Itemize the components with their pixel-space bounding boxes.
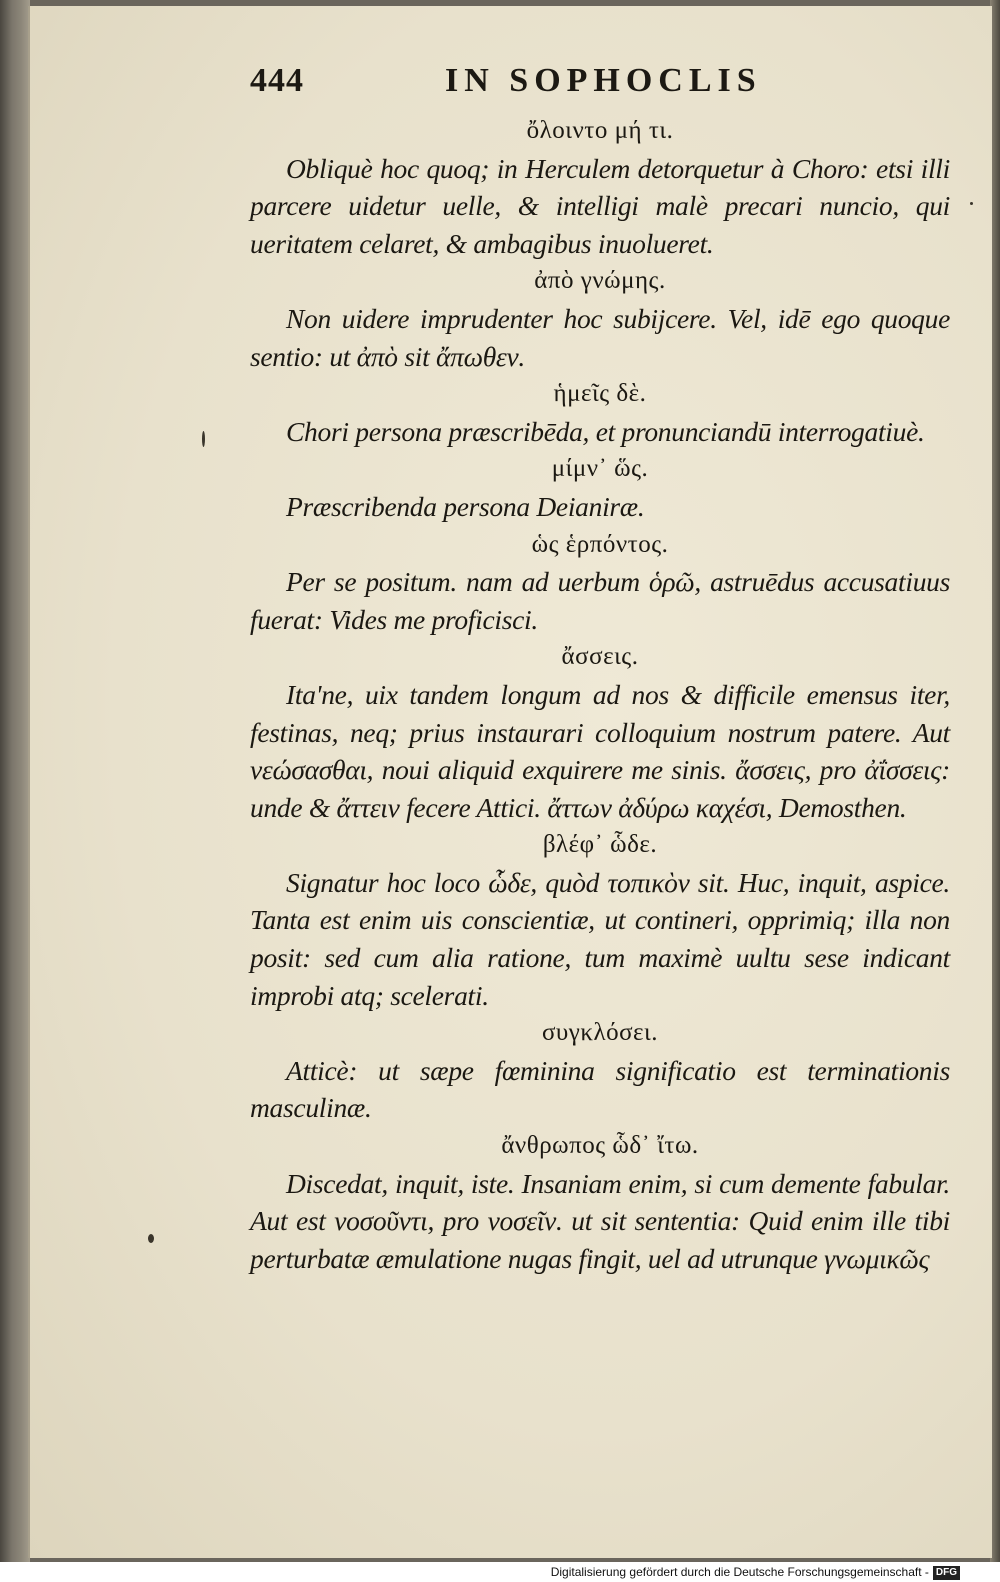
commentary-paragraph: Signatur hoc loco ὧδε, quòd τοπικὸν sit. Huc, inquit, aspice. Tanta est enim uis conscientiæ, ut contineri, opprimiq; illa non posit: sed cum alia ratione, tum maximè uultu sese indicant improbi atq; scelerati. (250, 866, 950, 1011)
page-header (250, 62, 950, 106)
greek-lemma: ἄνθρωπος ὧδ᾽ ἴτω. (501, 1132, 699, 1160)
commentary-paragraph: Præscribenda persona Deianiræ. (286, 490, 645, 522)
greek-lemma: ἀπὸ γνώμης. (534, 267, 666, 295)
digitization-credit (551, 1563, 960, 1581)
text-body (250, 112, 950, 1277)
greek-lemma: ἡμεῖς δὲ. (553, 380, 647, 408)
commentary-paragraph: Atticè: ut sæpe fœminina significatio est terminationis masculinæ. (250, 1054, 950, 1124)
commentary-paragraph: Non uidere imprudenter hoc subijcere. Vel, idē ego quoque sentio: ut ἀπὸ sit ἄπωθεν. (250, 302, 950, 372)
greek-lemma: συγκλόσει. (541, 1019, 659, 1047)
greek-lemma: ὡς ἑρπόντος. (531, 530, 669, 558)
ink-mark (202, 431, 205, 447)
greek-lemma: βλέφ᾽ ὧδε. (542, 831, 658, 859)
dfg-logo: DFG (933, 1566, 960, 1580)
commentary-paragraph: Chori persona præscribēda, et pronunciandū interrogatiuè. (286, 415, 925, 447)
commentary-paragraph: Obliquè hoc quoq; in Herculem detorquetur à Choro: etsi illi parcere uidetur uelle, & intelligi malè precari nuncio, qui ueritatem celaret, & ambagibus inuolueret. (250, 152, 950, 259)
commentary-paragraph: Per se positum. nam ad uerbum ὁρῶ, astruēdus accusatiuus fuerat: Vides me proficisci. (250, 566, 950, 635)
running-title: IN SOPHOCLIS (445, 62, 762, 99)
page-number: 444 (250, 62, 304, 99)
book-spine-shadow (0, 0, 30, 1562)
greek-lemma: ἄσσεις. (561, 643, 639, 671)
ink-mark (148, 1234, 154, 1243)
commentary-paragraph: Discedat, inquit, iste. Insaniam enim, si cum demente fabular. Aut est νοσοῦντι, pro νοσεῖν. ut sit sententia: Quid enim ille tibi perturbatæ æmulatione nugas fingit, uel ad utrunque γνωμικῶς (250, 1167, 950, 1274)
greek-lemma: ὄλοιντο μή τι. (526, 117, 674, 144)
commentary-paragraph: Ita'ne, uix tandem longum ad nos & difficile emensus iter, festinas, neq; prius instaurari colloquium nostrum patere. Aut νεώσασθαι, noui aliquid exquirere me sinis. ἄσσεις, pro ἀΐσσεις: unde & ἄττειν fecere Attici. ἄττων ἀδύρω καχέσι, Demosthen. (250, 678, 950, 823)
ink-mark (970, 202, 973, 205)
credit-text: Digitalisierung gefördert durch die Deutsche Forschungsgemeinschaft - (550, 1565, 929, 1579)
greek-lemma: μίμν᾽ ὥς. (551, 455, 649, 483)
